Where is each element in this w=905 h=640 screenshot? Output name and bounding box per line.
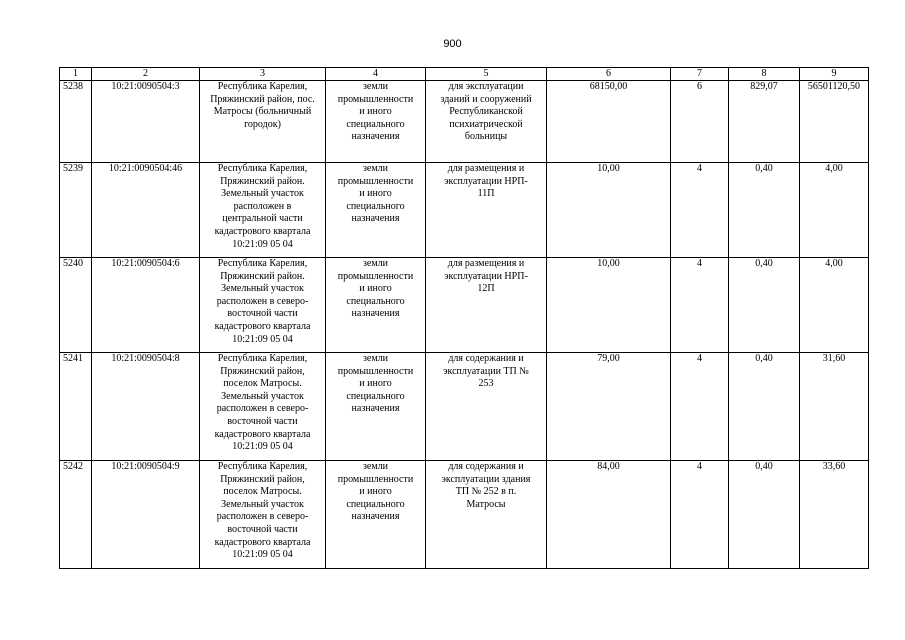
table-row (60, 353, 869, 461)
land-category: земли промышленности и иного специального назначения (326, 258, 426, 353)
specific-value: 0,40 (729, 353, 800, 461)
specific-value: 0,40 (729, 461, 800, 569)
page-number: 900 (443, 38, 462, 50)
cadastral-number: 10:21:0090504:6 (92, 258, 200, 353)
record-number: 5238 (60, 81, 92, 163)
area: 10,00 (547, 163, 671, 258)
cadastral-number: 10:21:0090504:9 (92, 461, 200, 569)
cadastral-number: 10:21:0090504:46 (92, 163, 200, 258)
column-header: 4 (326, 68, 426, 81)
column-header: 5 (426, 68, 547, 81)
column-header: 6 (547, 68, 671, 81)
cadastral-value: 4,00 (800, 163, 869, 258)
group-number: 4 (671, 353, 729, 461)
group-number: 4 (671, 163, 729, 258)
land-category: земли промышленности и иного специального назначения (326, 81, 426, 163)
column-header: 8 (729, 68, 800, 81)
location: Республика Карелия, Пряжинский район. Земельный участок расположен в северо- восточной части кадастрового квартала 10:21:09 05 04 (200, 258, 326, 353)
cadastral-number: 10:21:0090504:8 (92, 353, 200, 461)
column-header: 7 (671, 68, 729, 81)
record-number: 5241 (60, 353, 92, 461)
group-number: 4 (671, 258, 729, 353)
column-header: 9 (800, 68, 869, 81)
specific-value: 0,40 (729, 163, 800, 258)
permitted-use: для эксплуатации зданий и сооружений Республиканской психиатрической больницы (426, 81, 547, 163)
specific-value: 0,40 (729, 258, 800, 353)
land-registry-table (59, 67, 869, 569)
permitted-use: для содержания и эксплуатации ТП № 253 (426, 353, 547, 461)
land-category: земли промышленности и иного специального назначения (326, 461, 426, 569)
group-number: 4 (671, 461, 729, 569)
area: 10,00 (547, 258, 671, 353)
table-row (60, 258, 869, 353)
permitted-use: для размещения и эксплуатации НРП- 11П (426, 163, 547, 258)
area: 84,00 (547, 461, 671, 569)
permitted-use: для содержания и эксплуатации здания ТП № 252 в п. Матросы (426, 461, 547, 569)
cadastral-value: 56501120,50 (800, 81, 869, 163)
table-row (60, 81, 869, 163)
record-number: 5239 (60, 163, 92, 258)
record-number: 5240 (60, 258, 92, 353)
location: Республика Карелия, Пряжинский район, поселок Матросы. Земельный участок расположен в северо- восточной части кадастрового квартала 10:21:09 05 04 (200, 353, 326, 461)
group-number: 6 (671, 81, 729, 163)
record-number: 5242 (60, 461, 92, 569)
land-category: земли промышленности и иного специального назначения (326, 353, 426, 461)
cadastral-number: 10:21:0090504:3 (92, 81, 200, 163)
table-row (60, 163, 869, 258)
area: 68150,00 (547, 81, 671, 163)
location: Республика Карелия, Пряжинский район. Земельный участок расположен в центральной части кадастрового квартала 10:21:09 05 04 (200, 163, 326, 258)
cadastral-value: 31,60 (800, 353, 869, 461)
land-category: земли промышленности и иного специального назначения (326, 163, 426, 258)
cadastral-value: 4,00 (800, 258, 869, 353)
column-header: 3 (200, 68, 326, 81)
table-row (60, 461, 869, 569)
cadastral-value: 33,60 (800, 461, 869, 569)
column-header: 2 (92, 68, 200, 81)
header-row (60, 68, 869, 81)
column-header: 1 (60, 68, 92, 81)
area: 79,00 (547, 353, 671, 461)
location: Республика Карелия, Пряжинский район, поселок Матросы. Земельный участок расположен в северо- восточной части кадастрового квартала 10:21:09 05 04 (200, 461, 326, 569)
specific-value: 829,07 (729, 81, 800, 163)
location: Республика Карелия, Пряжинский район, пос. Матросы (больничный городок) (200, 81, 326, 163)
permitted-use: для размещения и эксплуатации НРП- 12П (426, 258, 547, 353)
